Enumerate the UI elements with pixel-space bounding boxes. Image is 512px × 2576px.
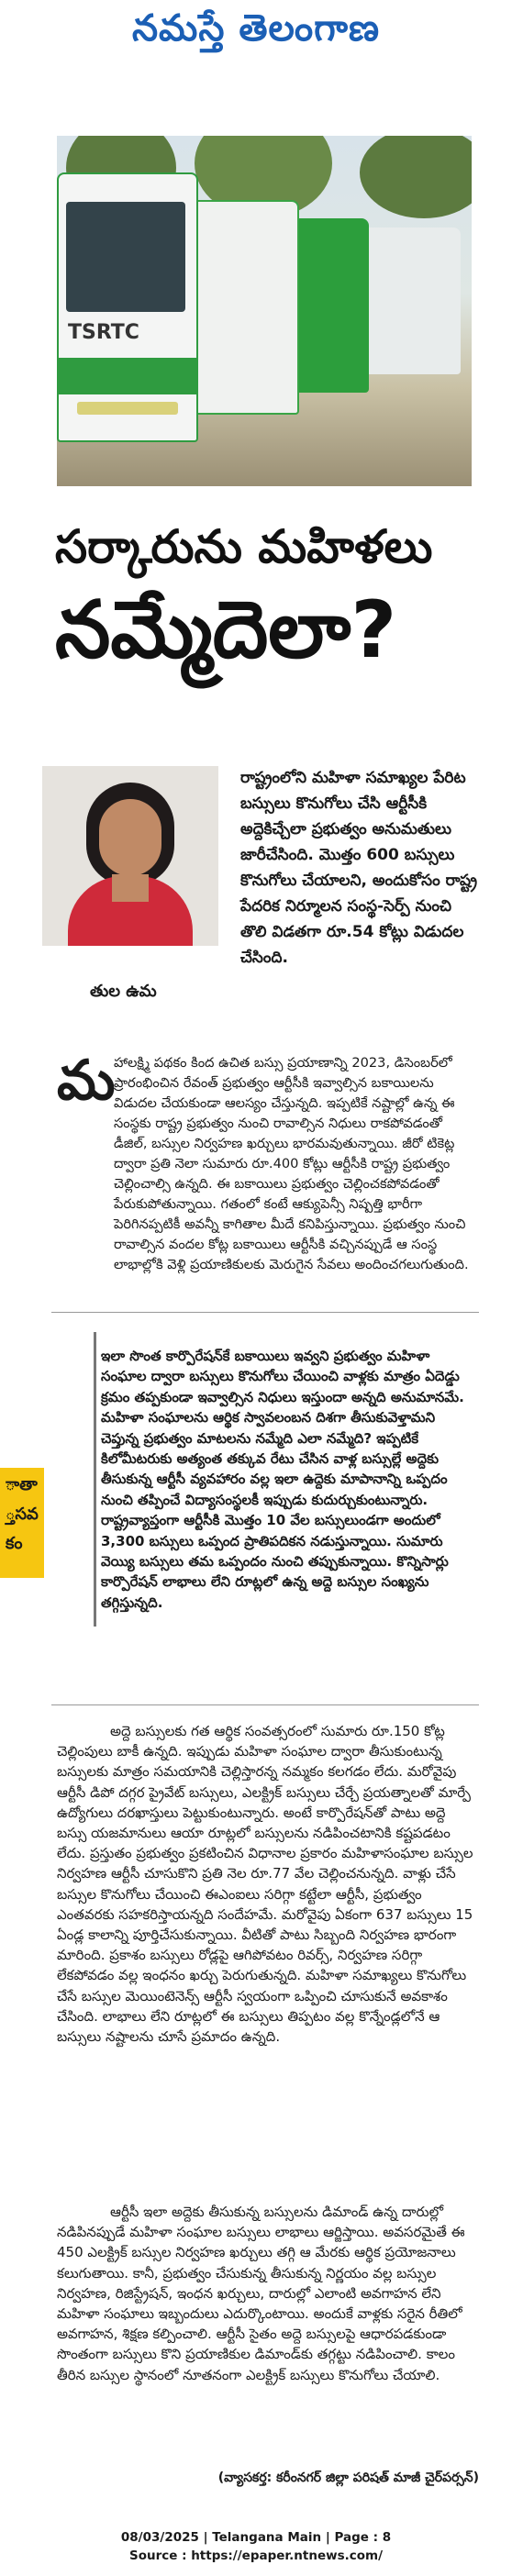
divider <box>51 1312 479 1313</box>
intro-text <box>240 765 479 971</box>
dropcap: మ <box>57 1049 116 1113</box>
first-paragraph <box>57 1049 479 1275</box>
headline-line-2: నమ్మేదెలా? <box>55 584 397 676</box>
first-paragraph-text: హాలక్ష్మి పథకం కింద ఉచిత బస్సు ప్రయాణాన్ని 2023, డిసెంబర్‌లో ప్రారంభించిన రేవంత్ ప్రభుత్వం ఆర్టీసీకి ఇవ్వాల్సిన బకాయిలను విడుదల చేయకుండా ఆలస్యం చేస్తున్నది. ఇప్పటికే నష్టాల్లో ఉన్న ఈ సంస్థకు రాష్ట్ర ప్రభుత్వం నుంచి రావాల్సిన నిధులు రాకపోవడంతో డీజిల్, బస్సుల నిర్వహణ ఖర్చులు భారమవుతున్నాయి. జీరో టికెట్ల ద్వారా ప్రతి నెలా సుమారు రూ.400 కోట్లు ఆర్టీసీకి రాష్ట్ర ప్రభుత్వం చెల్లించాల్సి ఉన్నది. ఈ బకాయిలు ప్రభుత్వం చెల్లించకపోవడంతో పేరుకుపోతున్నాయి. గతంలో కంటే ఆక్యుపెన్సీ నిష్పత్తి భారీగా పెరిగినప్పటికీ అవన్నీ కాగితాల మీదే కనిపిస్తున్నాయి. ప్రభుత్వం నుంచి రావాల్సిన వందల కోట్ల బకాయిలు ఆర్టీసీకి వచ్చినప్పుడే ఆ సంస్థ లాభాల్లోకి వెళ్లి ప్రయాణికులకు మెరుగైన సేవలు అందించగలుగుతుంది. <box>114 1055 469 1272</box>
masthead <box>0 0 512 57</box>
headline <box>55 514 477 681</box>
bus-photo <box>57 136 472 486</box>
footer-source: Source : https://epaper.ntnews.com/ <box>128 2548 384 2563</box>
side-teaser-box <box>0 1468 44 1578</box>
side-teaser-line-3: కం <box>6 1534 23 1553</box>
third-paragraph: ఆర్టీసీ ఇలా అద్దెకు తీసుకున్న బస్సులను డిమాండ్ ఉన్న దారుల్లో నడిపినప్పుడే మహిళా సంఘాల బస్సులు లాభాలు ఆర్జిస్తాయి. అవసరమైతే ఈ 450 ఎలక్ట్రిక్ బస్సుల నిర్వహణ ఖర్చులు తగ్గి ఆ మేరకు ఆర్థిక ప్రయోజనాలు కలుగుతాయి. కానీ, ప్రభుత్వం చేసుకున్న తీసుకున్న నిర్ణయం వల్ల బస్సుల నిర్వహణ, రిజిస్ట్రేషన్, ఇంధన ఖర్చులు, దారుల్లో ఎలాంటి అవగాహన లేని మహిళా సంఘాలు ఇబ్బందులు ఎదుర్కొంటాయి. అందుకే వాళ్లకు సరైన రీతిలో అవగాహన, శిక్షణ కల్పించాలి. ఆర్టీసీ సైతం అద్దె బస్సులపై ఆధారపడకుండా సొంతంగా బస్సులు కొని ప్రయాణికుల డిమాండ్‌కు తగ్గట్టు నడిపించాలి. కాలం తీరిన బస్సుల స్థానంలో నూతనంగా ఎలక్ట్రిక్ బస్సులు కొనుగోలు చేయాలి. <box>57 2204 465 2383</box>
side-teaser-line-1: ాతా <box>6 1475 38 1494</box>
divider <box>51 1704 479 1705</box>
second-paragraph: అద్దె బస్సులకు గత ఆర్థిక సంవత్సరంలో సుమారు రూ.150 కోట్ల చెల్లింపులు బాకీ ఉన్నది. ఇప్పుడు మహిళా సంఘాల ద్వారా తీసుకుంటున్న బస్సులకు మాత్రం సమయానికి చెల్లిస్తారన్న నమ్మకం కలగడం లేదు. మరోవైపు ఆర్టీసీ డిపో దగ్గర ప్రైవేట్ బస్సులు, ఎలక్ట్రిక్ బస్సులు చేర్చే ప్రయత్నాలతో మార్పే ఉద్యోగులు దరఖాస్తులు పెట్టుకుంటున్నారు. అంటే కార్పొరేషన్‌తో పాటు అద్దె బస్సు యజమానులు ఆయా రూట్లలో బస్సులను నడిపించటానికి కష్టపడటం లేదు. ప్రస్తుతం ప్రభుత్వం ప్రకటించిన విధానాల ప్రకారం మహిళాసంఘాల బస్సుల నిర్వహణ ఆర్టీసీ చూసుకొని ప్రతి నెల రూ.77 వేల చెల్లించనున్నది. వాళ్లు చేసే బస్సుల కొనుగోలు చేయించి ఈఎంఐలు సరిగ్గా కట్టేలా ఆర్టీసీ, ప్రభుత్వం ఎంతవరకు సహకరిస్తాయన్నది సందేహమే. మరోవైపు ఏకంగా 637 బస్సులు 15 ఏండ్ల కాలాన్ని పూర్తిచేసుకున్నాయి. వీటితో పాటు సిబ్బంది నిర్వహణ భారంగా మారింది. ప్రకాశం బస్సులు రోడ్లపై ఆగిపోవటం రివర్స్, నిర్వహణ సరిగ్గా లేకపోవడం వల్ల ఇంధనం ఖర్చు పెరుగుతున్నది. మహిళా సమాఖ్యలు కొనుగోలు చేసే బస్సుల మెయింటెనెన్స్ ఆర్టీసీ స్వయంగా ఒప్పించి చూసుకునే అవకాశం చేసింది. లాభాలు లేని రూట్లలో ఈ బస్సులు తిప్పటం వల్ల కొన్నేండ్లలోనే ఆ బస్సులు నష్టాలను చూసే ప్రమాదం ఉన్నది. <box>57 1723 473 2046</box>
intro-paragraph: రాష్ట్రంలోని మహిళా సమాఖ్యల పేరిట బస్సులు కొనుగోలు చేసి ఆర్టీసీకి అద్దెకిచ్చేలా ప్రభుత్వం అనుమతులు జారీచేసింది. మొత్తం 600 బస్సులు కొనుగోలు చేయాలని, అందుకోసం రాష్ట్ర పేదరిక నిర్మూలన సంస్థ-సెర్ప్ నుంచి తొలి విడతగా రూ.54 కోట్లు విడుదల చేసింది. <box>240 769 478 967</box>
headline-line-1: సర్కారును మహిళలు <box>55 520 433 573</box>
author-portrait <box>42 766 218 946</box>
pull-section <box>101 1332 477 1627</box>
newspaper-title: నమస్తే తెలంగాణ <box>131 6 381 50</box>
author-note: (వ్యాసకర్త: కరీంనగర్ జిల్లా పరిషత్ మాజీ చైర్‌పర్సన్) <box>217 2471 479 2485</box>
pull-section-text: ఇలా సొంత కార్పొరేషన్‌కే బకాయిలు ఇవ్వని ప్రభుత్వం మహిళా సంఘాల ద్వారా బస్సులు కొనుగోలు చేయించి వాళ్లకు మాత్రం ఏదెడ్డు క్రమం తప్పకుండా ఇవ్వాల్సిన నిధులు ఇస్తుందా అన్నది అనుమానమే. మహిళా సంఘాలను ఆర్థిక స్వావలంబన దిశగా తీసుకువెళ్తామని చెప్తున్న ప్రభుత్వం మాటలను నమ్మేది ఎలా నమ్మేది? ఇప్పటికే కిలోమీటరుకు అత్యంత తక్కువ రేటు చేసిన వాళ్ల బస్సుల్లే అద్దెకు తీసుకున్న ఆర్టీసీ వ్యవహారం వల్ల ఇలా ఉద్దెకు మాపానాన్ని ఒప్పదం నుంచి తప్పించే విద్యాసంస్థలకీ ఇప్పుడు కుదుర్చుకుంటున్నారు. రాష్ట్రవ్యాప్తంగా ఆర్టీసీకి మొత్తం 10 వేల బస్సులుండగా అందులో 3,300 బస్సులు ఒప్పంద ప్రాతిపదికన నడుస్తున్నాయి. సుమారు వెయ్యి బస్సులు తమ ఒప్పందం నుంచి తప్పుకున్నాయి. కొన్నిసార్లు కార్పొరేషన్ లాభాలు లేని రూట్లలో ఉన్న అద్దె బస్సుల సంఖ్యను తగ్గిస్తున్నది. <box>101 1348 464 1611</box>
bus-label: TSRTC <box>68 321 139 344</box>
side-teaser-line-2: ్తసవ <box>6 1505 39 1524</box>
footer-date-page: 08/03/2025 | Telangana Main | Page : 8 <box>120 2530 392 2545</box>
author-byline: తుల ఉమ <box>90 982 157 1001</box>
